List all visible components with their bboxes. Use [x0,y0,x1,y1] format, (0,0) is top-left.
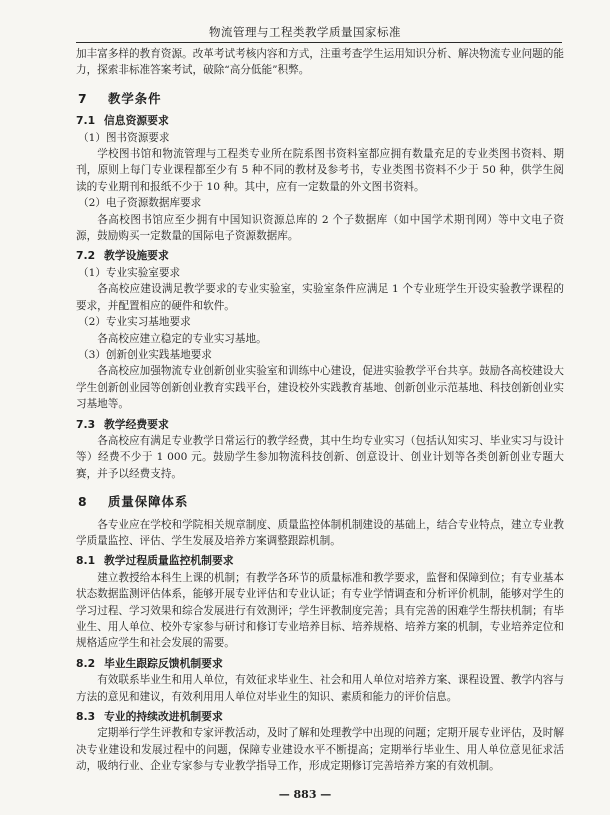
paragraph-internship: 各高校应建立稳定的专业实习基地。 [97,332,267,345]
subsection-number: 8.3 [76,710,96,724]
subsection-title: 教学经费要求 [104,417,169,431]
section-number: 8 [78,494,88,510]
paragraph-database: 各高校图书馆应至少拥有中国知识资源总库的 2 个子数据库（如中国学术期刊网）等中文电子资源，鼓励购买一定数量的国际电子资源数据库。 [76,213,564,243]
paragraph-quality-intro: 各专业应在学校和学院相关规章制度、质量监控体制机制建设的基础上，结合专业特点，建立专业教学质量监控、评估、学生发展及培养方案调整跟踪机制。 [76,518,564,547]
item-heading-database: （2）电子资源数据库要求 [78,197,202,210]
subsection-title: 毕业生跟踪反馈机制要求 [104,656,223,670]
section-7-2-heading [76,248,564,264]
subsection-title: 专业的持续改进机制要求 [104,710,223,724]
subsection-title: 教学过程质量监控机制要求 [104,554,234,568]
running-header: 物流管理与工程类教学质量国家标准 [209,25,401,39]
section-number: 7 [78,90,88,106]
page-body [76,46,564,775]
section-8-3-heading [76,709,564,725]
section-8-1-heading [76,553,564,569]
paragraph-lab: 各高校应建设满足教学要求的专业实验室，实验室条件应满足 1 个专业班学生开设实验教学课程的要求，并配置相应的硬件和软件。 [76,283,564,312]
subsection-number: 8.1 [76,554,96,568]
paragraph-feedback: 有效联系毕业生和用人单位，有效征求毕业生、社会和用人单位对培养方案、课程设置、教学内容与方法的意见和建议，有效利用用人单位对毕业生的知识、素质和能力的评价信息。 [76,674,564,703]
subsection-number: 8.2 [76,656,96,670]
item-heading-internship: （2）专业实习基地要求 [78,316,191,329]
header-rule [76,42,562,43]
paragraph-improvement: 定期举行学生评教和专家评教活动，及时了解和处理教学中出现的问题；定期开展专业评估，及时解决专业建设和发展过程中的问题，保障专业建设水平不断提高；定期举行毕业生、用人单位意见征求活动，吸纳行业、企业专家参与专业教学指导工作，形成定期修订完善培养方案的有效机制。 [76,727,564,773]
subsection-title: 教学设施要求 [104,249,169,263]
section-title: 质量保障体系 [108,494,189,510]
item-heading-innovation: （3）创新创业实践基地要求 [78,348,212,361]
subsection-number: 7.1 [76,114,96,128]
subsection-number: 7.2 [76,249,96,263]
subsection-title: 信息资源要求 [104,114,169,128]
section-8-heading [76,494,564,510]
item-heading-lab: （1）专业实验室要求 [78,266,181,279]
item-heading-library: （1）图书资源要求 [78,131,170,144]
paragraph-innovation: 各高校应加强物流专业创新创业实验室和训练中心建设，促进实验教学平台共享。鼓励各高校建设大学生创新创业园等创新创业教育实践平台，建设校外实践教育基地、创新创业示范基地、科技创新创业实习基地等。 [76,365,564,411]
paragraph-library: 学校图书馆和物流管理与工程类专业所在院系图书资料室都应拥有数量充足的专业类图书资料、期刊，原则上每门专业课程都至少有 5 种不同的教材及参考书，专业类图书资料不少于 50 种，供学生阅读的专业期刊和报纸不少于 10 种。其中，应有一定数量的外文图书资料。 [76,148,564,193]
section-8-2-heading [76,656,564,672]
section-7-3-heading [76,417,564,433]
subsection-number: 7.3 [76,417,96,431]
intro-paragraph: 加丰富多样的教育资源。改革考试考核内容和方式，注重考查学生运用知识分析、解决物流专业问题的能力，探索非标准答案考试，破除“高分低能”积弊。 [76,48,564,77]
paragraph-monitoring: 建立教授给本科生上课的机制；有教学各环节的质量标准和教学要求，监督和保障到位；有专业基本状态数据监测评估体系，能够开展专业评估和专业认证；有专业学情调查和分析评价机制，能够对学生的学习过程、学习效果和综合发展进行有效测评；学生评教制度完善；具有完善的困难学生帮扶机制；有毕业生、用人单位、校外专家参与研讨和修订专业培养目标、培养规格、培养方案的机制，专业培养定位和规格适应学生和社会发展的需要。 [76,571,564,650]
section-title: 教学条件 [108,90,162,106]
section-7-1-heading [76,113,564,129]
paragraph-funding: 各高校应有满足专业教学日常运行的教学经费，其中生均专业实习（包括认知实习、毕业实习与设计等）经费不少于 1 000 元。鼓励学生参加物流科技创新、创意设计、创业计划等各类创新创业专题大赛，并予以经费支持。 [76,434,564,480]
section-7-heading [76,91,564,107]
page-number: — 883 — [278,788,332,801]
